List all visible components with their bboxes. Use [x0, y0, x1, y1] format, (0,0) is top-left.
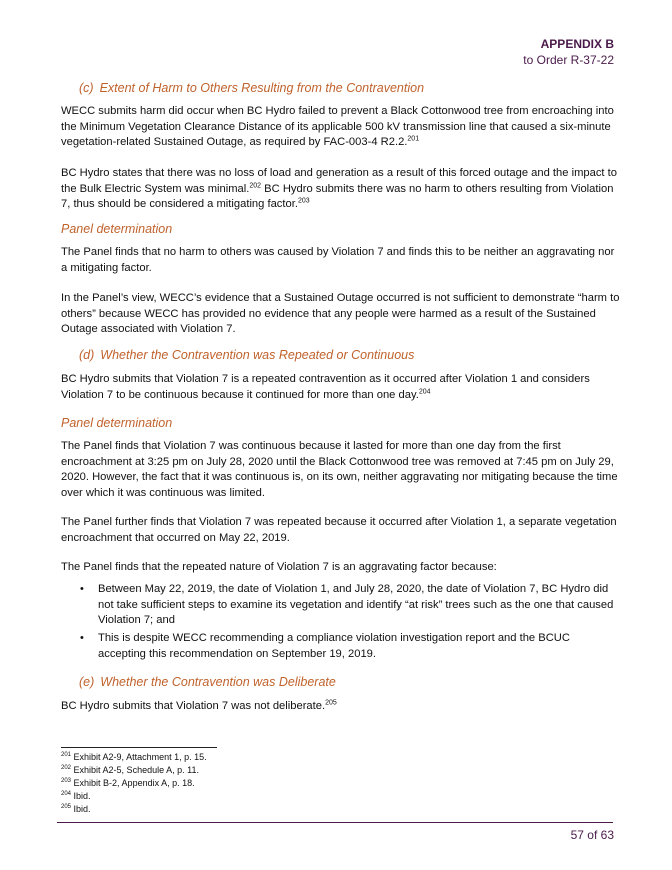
section-e-title: Whether the Contravention was Deliberate [100, 675, 336, 689]
footnote-text: Ibid. [73, 791, 91, 801]
section-e-heading [79, 675, 336, 689]
section-c-heading [79, 81, 424, 95]
footnote-number: 203 [61, 778, 72, 784]
paragraph-panel-continuous: The Panel finds that Violation 7 was continuous because it lasted for more than one day from the first encroachment at 3:25 pm on July 28, 2020 until the Black Cottonwood tree was removed at 7:45 pm on July 29, 2020. However, the fact that it was continuous is, on its own, neither aggravating nor mitigating because the time over which it was continuous was limited. [61, 440, 618, 499]
bullet-symbol: • [80, 583, 84, 595]
paragraph-text: BC Hydro submits that Violation 7 is a repeated contravention as it occurred after Violation 1 and considers Violation 7 to be continuous because it continued for more than one day. [61, 373, 590, 401]
footnote-ref: 202 [249, 181, 262, 189]
footer-divider [57, 822, 613, 823]
footnote-number: 202 [61, 765, 72, 771]
section-d-title: Whether the Contravention was Repeated or Continuous [100, 348, 415, 362]
order-reference: to Order R-37-22 [523, 53, 614, 67]
paragraph-wecc-harm [61, 104, 621, 151]
footnote-number: 204 [61, 791, 72, 797]
section-c-title: Extent of Harm to Others Resulting from the Contravention [99, 81, 425, 95]
paragraph-aggravating: The Panel finds that the repeated nature of Violation 7 is an aggravating factor because: [61, 561, 497, 573]
paragraph-panel-view: In the Panel’s view, WECC’s evidence that a Sustained Outage occurred is not sufficient to demonstrate “harm to others” because WECC has provided no evidence that any people were harmed as a result of the Sustained Outage associated with Violation 7. [61, 292, 620, 336]
section-e-label: (e) [79, 675, 95, 689]
paragraph-text: BC Hydro submits there was no harm to others resulting from Violation 7, thus should be considered a mitigating factor. [61, 182, 614, 211]
footnote [61, 791, 91, 802]
paragraph-not-deliberate [61, 699, 621, 715]
paragraph-panel-no-harm: The Panel finds that no harm to others was caused by Violation 7 and finds this to be neither an aggravating nor a mitigating factor. [61, 246, 615, 274]
paragraph-text: BC Hydro submits that Violation 7 was not deliberate. [61, 700, 326, 712]
paragraph-bchydro-repeated [61, 372, 621, 403]
footnote-ref: 203 [297, 197, 310, 205]
footnote-text: Exhibit A2-5, Schedule A, p. 11. [73, 765, 199, 775]
bullet-symbol: • [80, 632, 84, 644]
section-c-label: (c) [79, 81, 94, 95]
footnote-number: 205 [61, 804, 72, 810]
paragraph-text: WECC submits harm did occur when BC Hydro failed to prevent a Black Cottonwood tree from encroaching into the Minimum Vegetation Clearance Distance of its applicable 500 kV transmission line that caused a six-minute vegetation-related Sustained Outage, as required by FAC-003-4 R2.2. [61, 105, 614, 149]
footnote-text: Exhibit B-2, Appendix A, p. 18. [73, 778, 195, 788]
page-number: 57 of 63 [570, 828, 614, 842]
footnote-text: Exhibit A2-9, Attachment 1, p. 15. [73, 752, 207, 762]
footnote-ref: 205 [325, 699, 337, 707]
section-d-heading [79, 348, 414, 362]
bullet-item: Between May 22, 2019, the date of Violation 1, and July 28, 2020, the date of Violation 7, BC Hydro did not take sufficient steps to examine its vegetation and identify “at risk” trees such as the one that caused Violation 7; and [98, 583, 614, 627]
paragraph-bchydro-no-loss [61, 166, 621, 213]
footnote [61, 765, 199, 776]
footnote-number: 201 [61, 752, 72, 758]
footnote [61, 804, 91, 815]
footnote [61, 778, 195, 789]
paragraph-text: BC Hydro states that there was no loss of load and generation as a result of this forced outage and the impact to the Bulk Electric System was minimal. [61, 167, 617, 195]
footnote-text: Ibid. [73, 804, 91, 814]
footnote-ref: 201 [407, 135, 420, 143]
footnote-ref: 204 [418, 387, 431, 395]
footnote [61, 752, 207, 763]
footnote-divider [61, 747, 217, 748]
paragraph-panel-repeated: The Panel further finds that Violation 7 was repeated because it occurred after Violation 1, a separate vegetation encroachment that occurred on May 22, 2019. [61, 516, 617, 544]
panel-determination-heading: Panel determination [61, 222, 173, 236]
section-d-label: (d) [79, 348, 95, 362]
panel-determination-heading: Panel determination [61, 416, 173, 430]
bullet-item: This is despite WECC recommending a compliance violation investigation report and the BCUC accepting this recommendation on September 19, 2019. [98, 632, 570, 660]
appendix-label: APPENDIX B [540, 37, 614, 51]
